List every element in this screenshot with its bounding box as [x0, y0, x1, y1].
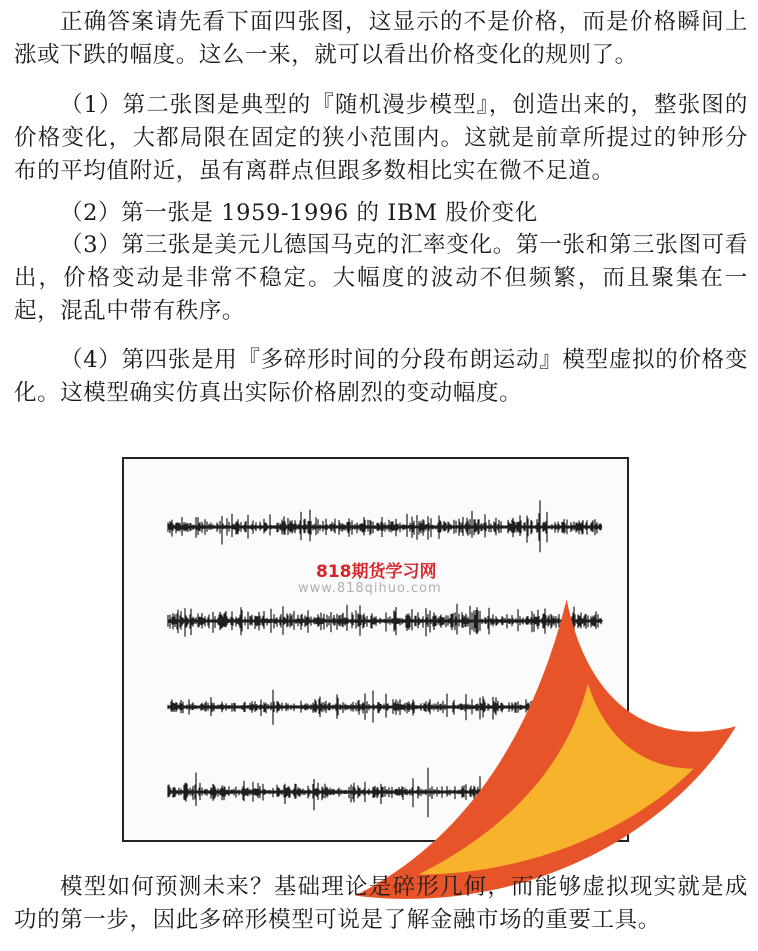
paragraph-item-1: （1）第二张图是典型的『随机漫步模型』，创造出来的，整张图的价格变化，大都局限在固定的狭小范围内。这就是前章所提过的钟形分布的平均值附近，虽有离群点但跟多数相比实在微不足道。 [14, 92, 748, 184]
watermark-url: www.818qihuo.com [298, 581, 442, 596]
paragraph-item-4: （4）第四张是用『多碎形时间的分段布朗运动』模型虚拟的价格变化。这模型确实仿真出实际价格剧烈的变动幅度。 [14, 347, 748, 406]
paragraph-item-3: （3）第三张是美元儿德国马克的汇率变化。第一张和第三张图可看出，价格变动是非常不稳定。大幅度的波动不但频繁，而且聚集在一起，混乱中带有秩序。 [14, 232, 748, 324]
paragraph-item-2: （2）第一张是 1959-1996 的 IBM 股价变化 [60, 200, 538, 226]
watermark-title: 818期货学习网 [316, 562, 437, 582]
paragraph-conclusion: 模型如何预测未来？基础理论是碎形几何，而能够虚拟现实就是成功的第一步，因此多碎形模型可说是了解金融市场的重要工具。 [14, 874, 748, 933]
waveform-figure [122, 457, 629, 842]
watermark [294, 557, 494, 603]
waveform-ibm [168, 500, 602, 552]
paragraph-intro: 正确答案请先看下面四张图，这显示的不是价格，而是价格瞬间上涨或下跌的幅度。这么一来，就可以看出价格变化的规则了。 [14, 9, 748, 68]
